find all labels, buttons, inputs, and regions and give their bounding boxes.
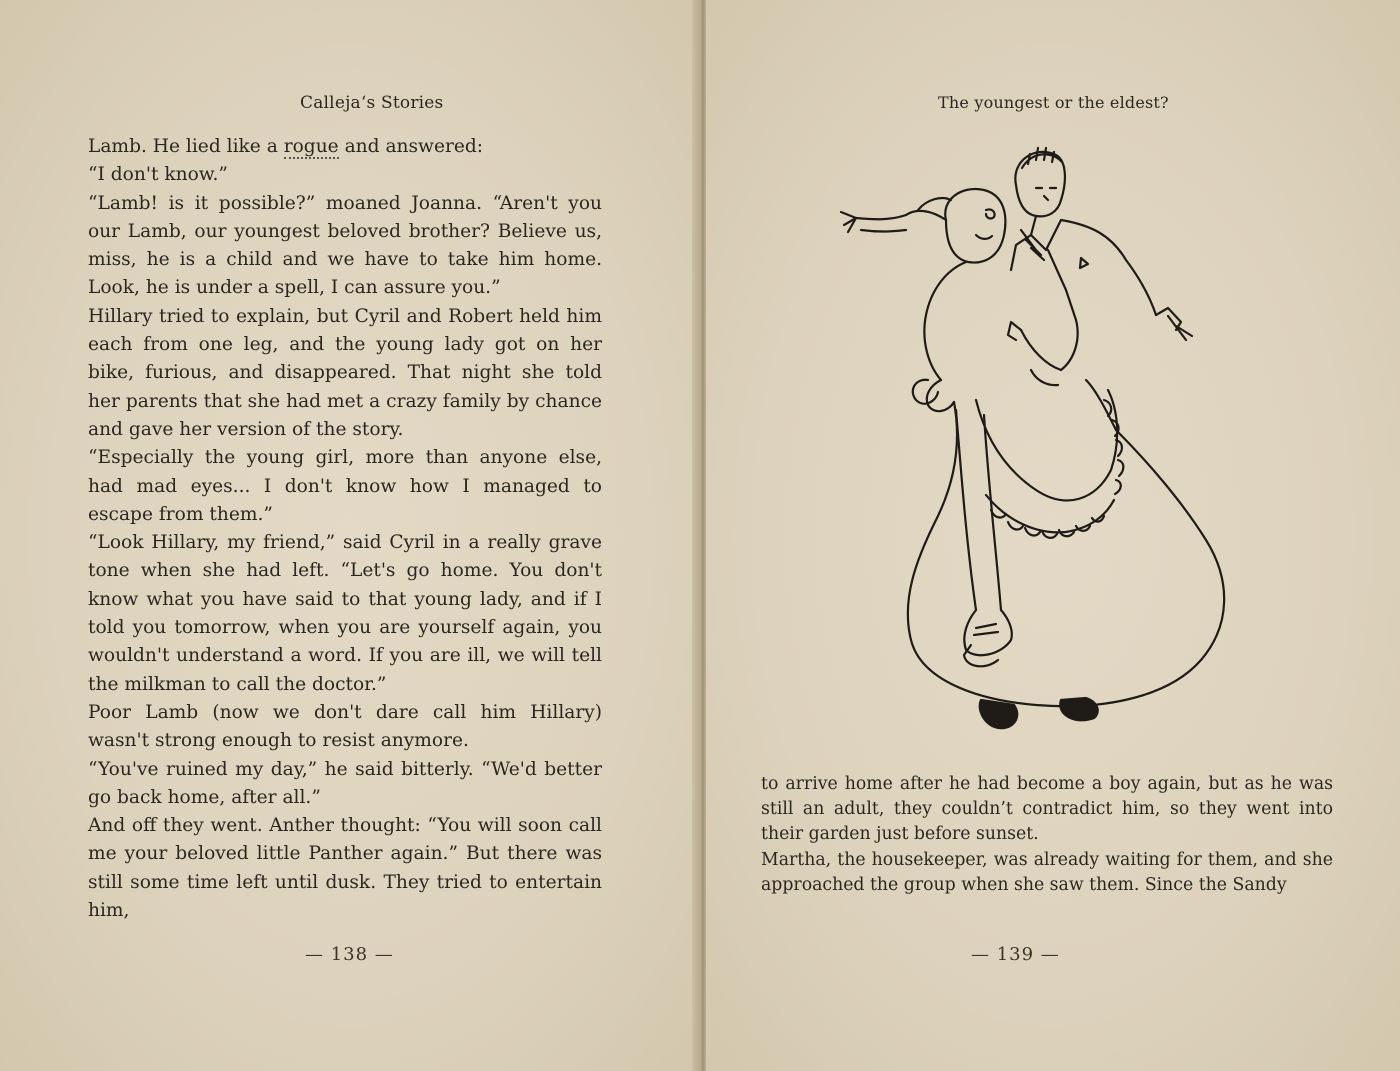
right-page xyxy=(706,0,1400,1071)
right-body-text xyxy=(761,772,1333,898)
paragraph: Hillary tried to explain, but Cyril and Robert held him each from one leg, and the young lady got on her bike, furious, and disappeared. That night she told her parents that she had met a crazy family by chance and gave her version of the story. xyxy=(88,305,602,440)
right-running-head: The youngest or the eldest? xyxy=(938,93,1169,112)
right-page-number: — 139 — xyxy=(971,944,1060,965)
paragraph: “Lamb! is it possible?” moaned Joanna. “Aren't you our Lamb, our youngest beloved brother? Believe us, miss, he is a child and we have to take him home. Look, he is under a spell, I can assure you.” xyxy=(88,192,602,299)
paragraph: Martha, the housekeeper, was already waiting for them, and she approached the group when she saw them. Since the Sandy xyxy=(761,849,1333,895)
dancing-couple-illustration xyxy=(836,140,1236,745)
left-page-number: — 138 — xyxy=(305,944,394,965)
left-body-text xyxy=(88,133,602,925)
paragraph: “Especially the young girl, more than anyone else, had mad eyes... I don't know how I managed to escape from them.” xyxy=(88,447,602,525)
paragraph xyxy=(88,133,602,161)
paragraph: “Look Hillary, my friend,” said Cyril in a really grave tone when she had left. “Let's go home. You don't know what you have said to that young lady, and if I told you tomorrow, when you are yourself again, you wouldn't understand a word. If you are ill, we will tell the milkman to call the doctor.” xyxy=(88,532,602,695)
paragraph: And off they went. Anther thought: “You will soon call me your beloved little Panther again.” But there was still some time left until dusk. They tried to entertain him, xyxy=(88,815,602,922)
paragraph: “You've ruined my day,” he said bitterly. “We'd better go back home, after all.” xyxy=(88,758,602,808)
left-running-head: Calleja‘s Stories xyxy=(300,93,444,113)
paragraph-text: and answered: xyxy=(338,136,484,157)
highlighted-word: rogue xyxy=(283,136,339,157)
paragraph: “I don't know.” xyxy=(88,164,228,186)
paragraph: to arrive home after he had become a boy again, but as he was still an adult, they couldn’t contradict him, so they went into their garden just before sunset. xyxy=(761,774,1333,845)
paragraph-text: Lamb. He lied like a xyxy=(88,136,284,157)
paragraph: Poor Lamb (now we don't dare call him Hillary) wasn't strong enough to resist anymore. xyxy=(88,701,602,752)
